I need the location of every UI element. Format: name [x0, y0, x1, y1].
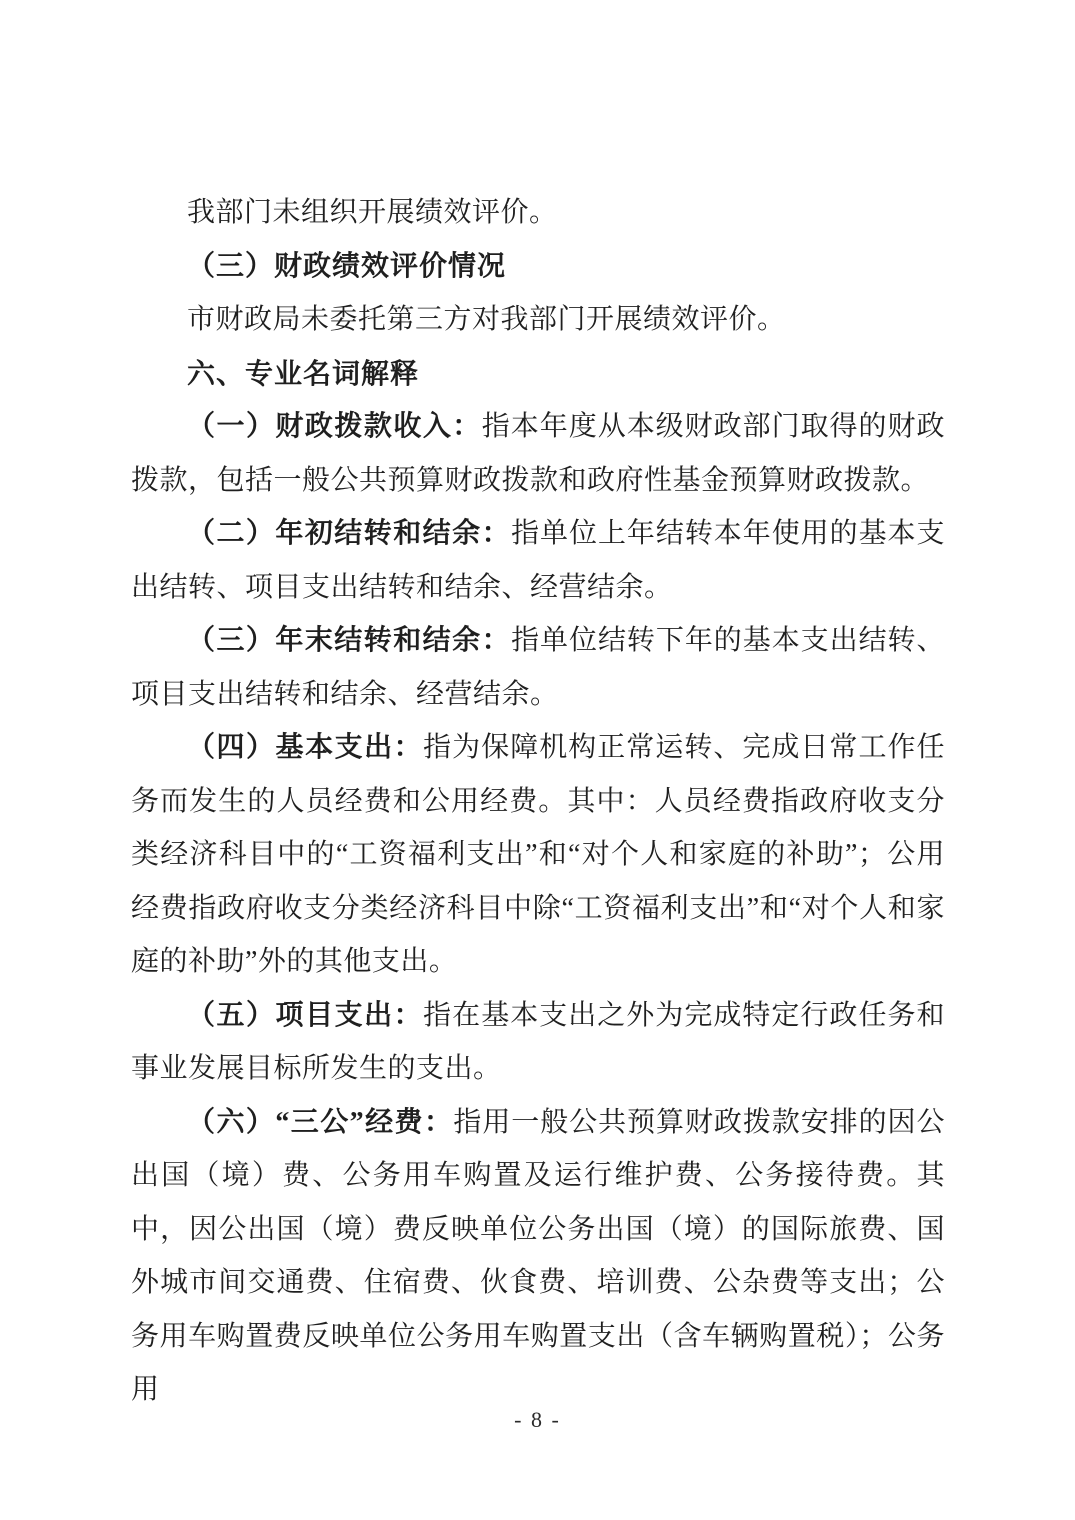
- body-paragraph: [131, 186, 945, 240]
- paragraph-text: 指用一般公共预算财政拨款安排的因公出国（境）费、公务用车购置及运行维护费、公务接待费。其中，因公出国（境）费反映单位公务出国（境）的国际旅费、国外城市间交通费、住宿费、伙食费、培训费、公杂费等支出；公务用车购置费反映单位公务用车购置支出（含车辆购置税）；公务用: [131, 1106, 945, 1405]
- paragraph-text: 六、专业名词解释: [187, 357, 420, 389]
- term-label: （五）项目支出：: [187, 999, 424, 1031]
- term-paragraph: [131, 721, 945, 989]
- term-paragraph: [131, 400, 945, 507]
- paragraph-text: （三）财政绩效评价情况: [187, 250, 507, 282]
- paragraph-text: 指本年度从本级财政部门取得的财政拨款，包括一般公共预算财政拨款和政府性基金预算财政拨款。: [131, 411, 945, 496]
- term-label: （六）“三公”经费：: [187, 1106, 454, 1138]
- term-paragraph: [131, 614, 945, 721]
- section-heading: [131, 347, 945, 401]
- term-label: （四）基本支出：: [187, 732, 424, 763]
- document-body: [131, 186, 945, 1417]
- section-heading: [131, 240, 945, 294]
- term-paragraph: [131, 1096, 945, 1417]
- paragraph-text: 市财政局未委托第三方对我部门开展绩效评价。: [187, 304, 786, 335]
- term-label: （三）年末结转和结余：: [187, 625, 512, 656]
- paragraph-text: 我部门未组织开展绩效评价。: [187, 197, 558, 228]
- paragraph-text: 指单位结转下年的基本支出结转、项目支出结转和结余、经营结余。: [131, 625, 945, 710]
- term-paragraph: [131, 507, 945, 614]
- paragraph-text: 指单位上年结转本年使用的基本支出结转、项目支出结转和结余、经营结余。: [131, 518, 945, 603]
- term-label: （一）财政拨款收入：: [187, 411, 482, 442]
- paragraph-text: 指在基本支出之外为完成特定行政任务和事业发展目标所发生的支出。: [131, 999, 945, 1084]
- term-paragraph: [131, 989, 945, 1096]
- body-paragraph: [131, 293, 945, 347]
- page-number: - 8 -: [514, 1407, 561, 1432]
- paragraph-text: 指为保障机构正常运转、完成日常工作任务而发生的人员经费和公用经费。其中：人员经费指政府收支分类经济科目中的“工资福利支出”和“对个人和家庭的补助”；公用经费指政府收支分类经济科目中除“工资福利支出”和“对个人和家庭的补助”外的其他支出。: [131, 732, 945, 977]
- term-label: （二）年初结转和结余：: [187, 518, 512, 549]
